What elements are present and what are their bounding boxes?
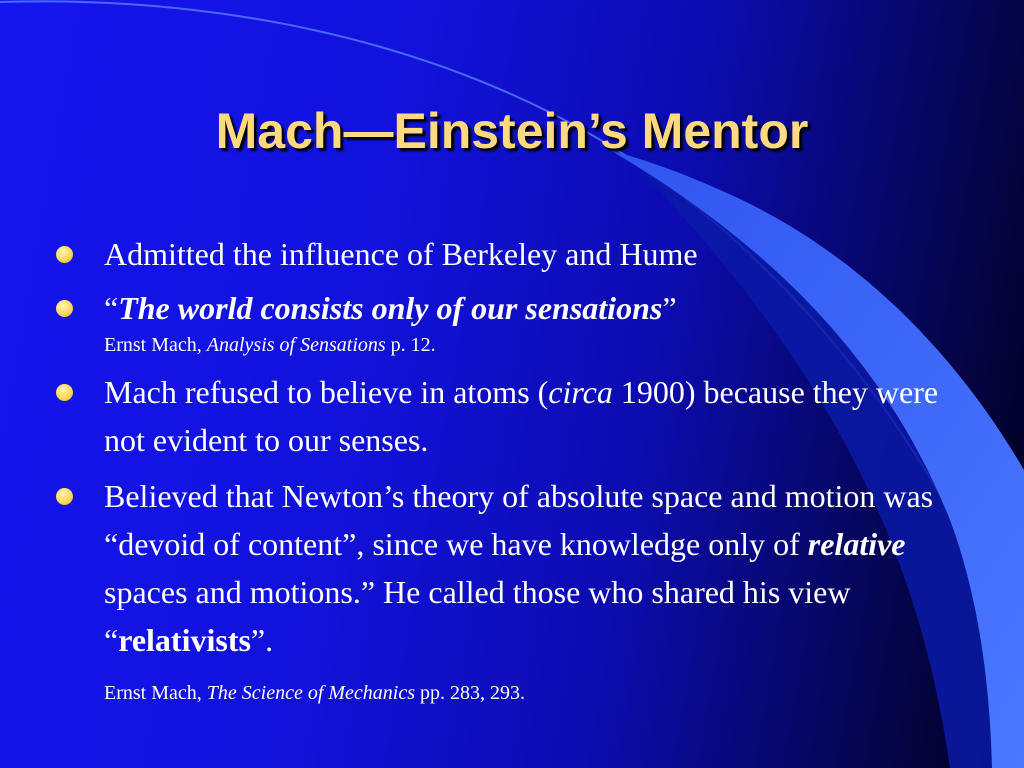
bullet-icon: [56, 246, 73, 263]
bullet-text: Admitted the influence of Berkeley and Hume: [104, 236, 698, 272]
quote-text: The world consists only of our sensations: [118, 290, 663, 326]
bullet-item-sensations-quote: [104, 284, 964, 358]
citation-page: p. 12.: [385, 334, 436, 356]
slide-title: Mach—Einstein’s Mentor: [215, 103, 809, 159]
bullet-text-part2: spaces and motions.” He called those who shared his view “: [104, 574, 851, 658]
bullet-icon: [56, 300, 73, 317]
bullet-text-bold: relativists: [118, 622, 251, 658]
citation: [104, 680, 964, 706]
bullet-item-newton-space: [104, 472, 964, 706]
citation-work: The Science of Mechanics: [206, 682, 416, 704]
bullet-item-berkeley-hume: [104, 230, 964, 278]
citation-pages: pp. 283, 293.: [415, 682, 526, 704]
bullet-text-bold-italic: relative: [807, 526, 906, 562]
bullet-list: [104, 230, 964, 706]
bullet-icon: [56, 488, 73, 505]
open-quote: “: [104, 290, 119, 326]
bullet-icon: [56, 384, 73, 401]
bullet-text-part1: Believed that Newton’s theory of absolute space and motion was “devoid of content”, since we have knowledge only of: [104, 478, 934, 562]
citation-work: Analysis of Sensations: [206, 334, 386, 356]
bullet-text-part3: ”.: [250, 622, 274, 658]
bullet-item-atoms: [104, 368, 964, 464]
bullet-text-part1: Mach refused to believe in atoms (: [104, 374, 549, 410]
bullet-text-italic: circa: [548, 374, 613, 410]
bullet-text-part2: 1900) because they were not evident to our senses.: [104, 374, 939, 458]
citation: [104, 332, 964, 358]
close-quote: ”: [662, 290, 677, 326]
citation-author: Ernst Mach,: [104, 682, 207, 704]
citation-author: Ernst Mach,: [104, 334, 207, 356]
